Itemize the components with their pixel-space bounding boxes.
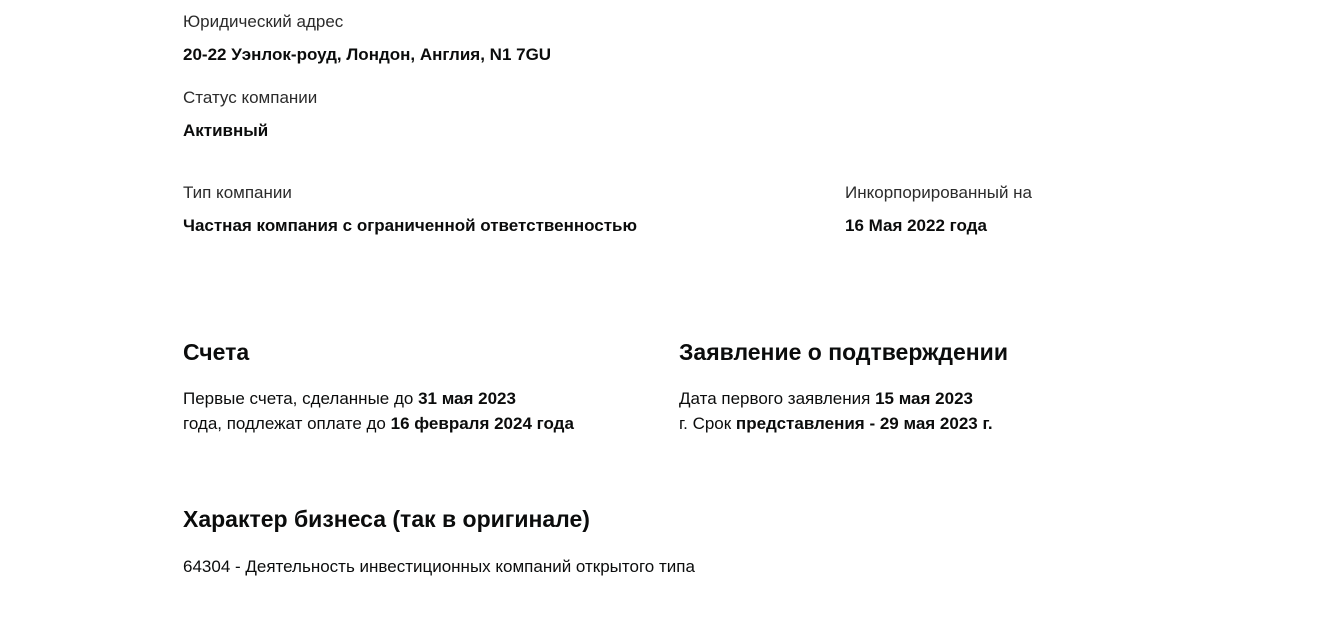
registered-office-label: Юридический адрес (183, 12, 344, 31)
accounts-line2-prefix: года, подлежат оплате до (183, 414, 391, 434)
company-type-block (183, 181, 823, 238)
nature-of-business-heading: Характер бизнеса (так в оригинале) (183, 506, 590, 533)
registered-office-block (183, 10, 823, 67)
nature-of-business-item: 64304 - Деятельность инвестиционных компаний открытого типа (183, 557, 695, 577)
company-type-label: Тип компании (183, 183, 292, 202)
accounts-block (183, 318, 633, 436)
confirmation-statement-heading: Заявление о подтверждении (679, 339, 1008, 366)
company-status-value: Активный (183, 121, 269, 140)
accounts-heading: Счета (183, 339, 250, 366)
company-type-value: Частная компания с ограниченной ответственностью (183, 216, 638, 235)
confirmation-line1-strong: 15 мая 2023 (875, 389, 973, 409)
incorporated-value: 16 Мая 2022 года (845, 216, 987, 235)
confirmation-statement-block (679, 318, 1149, 436)
accounts-line2-strong: 16 февраля 2024 года (390, 414, 574, 434)
company-status-block (183, 86, 823, 143)
nature-of-business-block (183, 485, 983, 579)
accounts-line1-prefix: Первые счета, сделанные до (183, 389, 419, 409)
accounts-text (183, 386, 618, 436)
incorporated-label: Инкорпорированный на (845, 183, 1033, 202)
incorporated-block (845, 181, 1265, 238)
confirmation-line2-prefix: г. Срок (679, 414, 736, 434)
confirmation-line1-prefix: Дата первого заявления (679, 389, 876, 409)
confirmation-statement-text (679, 386, 1039, 436)
company-status-label: Статус компании (183, 88, 318, 107)
confirmation-line2-strong: представления - 29 мая 2023 г. (735, 414, 993, 434)
registered-office-value: 20-22 Уэнлок-роуд, Лондон, Англия, N1 7GU (183, 45, 552, 64)
accounts-line1-strong: 31 мая 2023 (418, 389, 516, 409)
